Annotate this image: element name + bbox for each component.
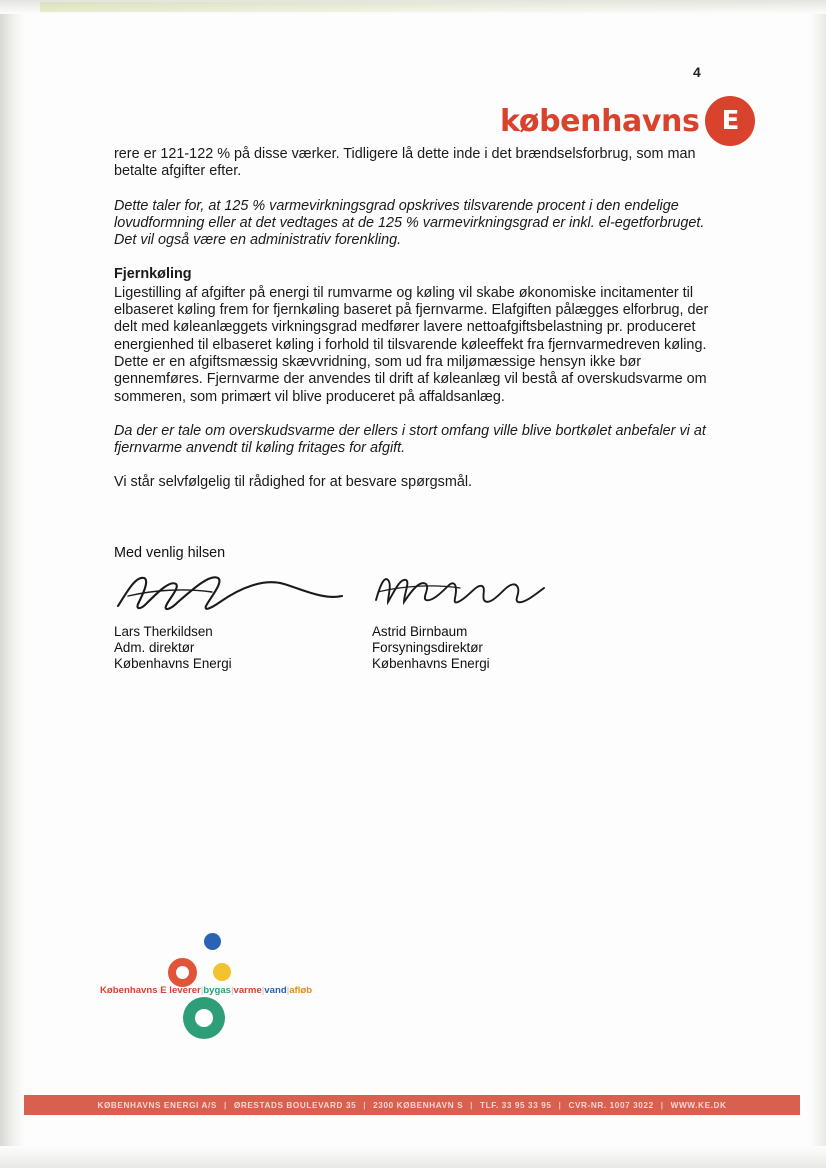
- signer-names: [114, 624, 714, 680]
- dot-yellow-icon: [213, 963, 231, 981]
- closing-paragraph: Vi står selvfølgelig til rådighed for at besvare spørgsmål.: [114, 474, 473, 491]
- dot-red-center: [176, 966, 189, 979]
- signer-title: Adm. direktør: [114, 640, 195, 656]
- scan-edge-right: [810, 0, 826, 1168]
- scan-edge-left: [0, 0, 26, 1168]
- footer-item: KØBENHAVNS ENERGI A/S: [97, 1100, 217, 1110]
- signature-closing-line: Med venlig hilsen: [114, 545, 226, 561]
- signer-company: Københavns Energi: [114, 656, 232, 672]
- signer-company: Københavns Energi: [372, 656, 490, 672]
- scan-edge-bottom: [0, 1146, 826, 1168]
- signer-title: Forsyningsdirektør: [372, 640, 483, 656]
- tagline-service-bygas: bygas: [203, 985, 232, 996]
- signer-left: [114, 624, 232, 672]
- paragraph-italic: Dette taler for, at 125 % varmevirkningsgrad opskrives tilsvarende procent i den endelige lovudformning eller at det vedtages at de 125 % varmevirkningsgrad er inkl. el-egetforbruget. Det vil også være en administrativ forenkling.: [114, 197, 705, 249]
- signature-block: [114, 545, 714, 680]
- footer-contact-bar: [24, 1095, 800, 1115]
- logo-wordmark: københavns: [500, 103, 700, 139]
- document-body: [114, 146, 714, 492]
- signature-astrid-birnbaum: [372, 566, 572, 618]
- closing-paragraph-italic: Da der er tale om overskudsvarme der ellers i stort omfang ville blive bortkølet anbefaler vi at fjernvarme anvendt til køling fritages for afgift.: [114, 422, 706, 457]
- footer-contact-text: KØBENHAVNS ENERGI A/S | ØRESTADS BOULEVARD 35 | 2300 KØBENHAVN S | TLF. 33 95 33 95 | CVR-NR. 1007 3022 | WWW.KE.DK: [97, 1100, 727, 1110]
- dot-green-center: [195, 1009, 213, 1027]
- footer-item: 2300 KØBENHAVN S: [373, 1100, 464, 1110]
- signature-images: [114, 562, 714, 622]
- footer-item: WWW.KE.DK: [670, 1100, 727, 1110]
- company-logo: [500, 96, 755, 146]
- signer-name: Lars Therkildsen: [114, 624, 213, 640]
- footer-item: TLF. 33 95 33 95: [480, 1100, 552, 1110]
- footer-item: ØRESTADS BOULEVARD 35: [233, 1100, 357, 1110]
- footer-brand-graphic: [100, 925, 360, 1050]
- tagline-service-afloeb: afløb: [289, 985, 313, 996]
- signer-right: [372, 624, 490, 672]
- signer-name: Astrid Birnbaum: [372, 624, 468, 640]
- dot-blue-icon: [204, 933, 221, 950]
- tagline-prefix: Københavns E leverer: [100, 985, 201, 996]
- footer-tagline: Københavns E leverer|bygas|varme|vand|afløb: [100, 985, 313, 996]
- logo-badge-icon: E: [705, 96, 755, 146]
- page-number: 4: [693, 64, 701, 80]
- section-heading: Fjernkøling: [114, 266, 192, 283]
- tagline-service-vand: vand: [264, 985, 287, 996]
- section-body: Ligestilling af afgifter på energi til rumvarme og køling vil skabe økonomiske incitamenter til elbaseret køling frem for fjernkøling baseret på fjernvarme. Elafgiften pålægges elforbrug, der delt med køleanlæggets virkningsgrad medfører lavere nettoafgiftsbelastning pr. produceret energienhed til elbaseret køling i forhold til tilsvarende køleeffekt fra fjernvarmedreven køling. Dette er en afgiftsmæssig skævvridning, som ud fra miljømæssige hensyn ikke bør gennemføres. Fjernvarme der anvendes til drift af køleanlæg vil bestå af overskudsvarme om sommeren, som primært vil blive produceret på affaldsanlæg.: [114, 284, 709, 405]
- paragraph: rere er 121-122 % på disse værker. Tidligere lå dette inde i det brændselsforbrug, som man betalte afgifter efter.: [114, 146, 696, 180]
- signature-lars-therkildsen: [114, 566, 364, 618]
- footer-item: CVR-NR. 1007 3022: [568, 1100, 654, 1110]
- scan-toner-streak: [40, 2, 810, 12]
- tagline-service-varme: varme: [233, 985, 262, 996]
